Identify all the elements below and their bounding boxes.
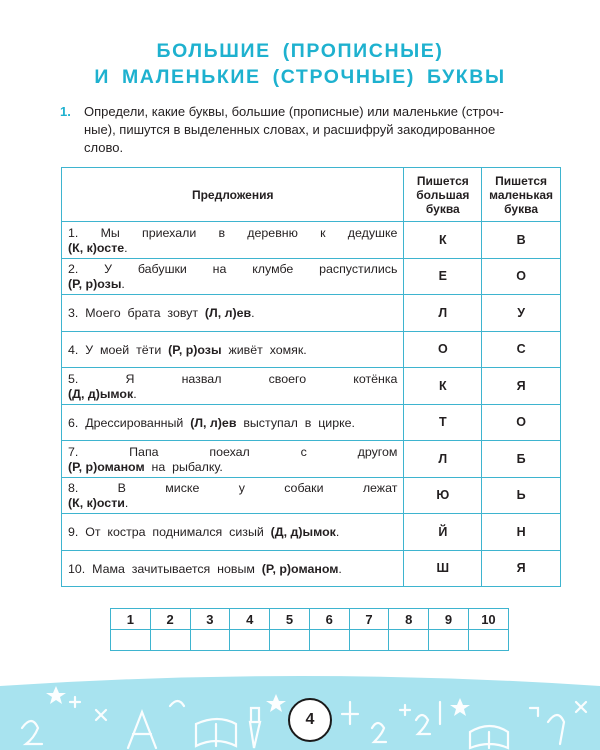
sentence-word: 7.	[68, 444, 79, 459]
sentence-cell	[62, 368, 404, 405]
sentence-word: 8.	[68, 481, 79, 496]
highlighted-word: ымок	[302, 525, 336, 540]
sentence-cell	[62, 404, 404, 441]
capital-letter-cell: Т	[404, 404, 482, 441]
sentence-line	[68, 226, 397, 241]
sentence-line	[68, 496, 397, 511]
exercise-table	[61, 167, 561, 587]
sentence-text: .	[335, 525, 340, 540]
highlighted-word: (Л, л)	[204, 306, 237, 321]
table-row	[62, 441, 561, 478]
task-instruction	[60, 103, 562, 157]
table-row	[62, 404, 561, 441]
highlighted-word: (Р, р)	[168, 342, 198, 357]
sentence-cell	[62, 258, 404, 295]
highlighted-word: ев	[221, 415, 237, 430]
sentence-word: У	[104, 262, 113, 277]
answer-blank-cell[interactable]	[468, 630, 508, 651]
highlighted-word: (К, к)	[68, 240, 97, 255]
sentence-line	[68, 445, 397, 460]
answer-blank-cell[interactable]	[349, 630, 389, 651]
highlighted-word: (Д, д)	[270, 525, 303, 540]
answer-number: 5	[270, 609, 310, 630]
highlighted-word: оманом	[291, 561, 339, 576]
page-title	[0, 38, 600, 90]
answer-number: 3	[190, 609, 230, 630]
table-row	[62, 550, 561, 587]
answer-blank-cell[interactable]	[111, 630, 151, 651]
task-number: 1.	[60, 104, 71, 119]
title-line-2: И МАЛЕНЬКИЕ (СТРОЧНЫЕ) БУКВЫ	[94, 66, 506, 88]
capital-letter-cell: Ш	[404, 550, 482, 587]
sentence-word: у	[238, 481, 245, 496]
sentence-word: на	[212, 262, 227, 277]
sentence-word: в	[218, 225, 226, 240]
sentence-cell	[62, 550, 404, 587]
capital-letter-cell: Л	[404, 295, 482, 332]
small-letter-cell: Я	[482, 550, 561, 587]
sentence-word: Мы	[100, 225, 120, 240]
header-small	[482, 168, 561, 222]
answer-number: 10	[468, 609, 508, 630]
sentence-text: 10. Мама зачитывается новым	[68, 561, 262, 576]
sentence-word: клумбе	[252, 262, 294, 277]
answer-number: 9	[429, 609, 469, 630]
sentence-line	[68, 460, 397, 475]
table-row	[62, 477, 561, 514]
highlighted-word: ымок	[99, 386, 134, 401]
sentence-cell	[62, 222, 404, 259]
sentence-word: собаки	[284, 481, 324, 496]
sentence-text: выступал в цирке.	[236, 415, 356, 430]
sentence-text: .	[251, 306, 255, 321]
small-letter-cell: С	[482, 331, 561, 368]
answer-blank-cell[interactable]	[429, 630, 469, 651]
sentence-line	[68, 277, 397, 292]
capital-letter-cell: К	[404, 368, 482, 405]
highlighted-word: (Д, д)	[68, 386, 100, 401]
sentence-line	[68, 241, 397, 256]
sentence-word: котёнка	[353, 371, 398, 386]
answer-grid	[110, 608, 509, 651]
small-letter-cell: В	[482, 222, 561, 259]
answer-number: 7	[349, 609, 389, 630]
highlighted-word: озы	[197, 342, 222, 357]
sentence-word: Я	[125, 371, 135, 386]
sentence-word: 1.	[68, 225, 79, 240]
answer-grid-cells	[111, 630, 509, 651]
sentence-cell	[62, 441, 404, 478]
sentence-word: своего	[268, 371, 307, 386]
small-letter-cell: Н	[482, 514, 561, 551]
small-letter-cell: Б	[482, 441, 561, 478]
answer-blank-cell[interactable]	[309, 630, 349, 651]
answer-number: 8	[389, 609, 429, 630]
page-number: 4	[288, 698, 332, 742]
answer-blank-cell[interactable]	[150, 630, 190, 651]
answer-number: 4	[230, 609, 270, 630]
small-letter-cell: О	[482, 404, 561, 441]
sentence-text: .	[133, 386, 137, 401]
sentence-cell	[62, 331, 404, 368]
highlighted-word: (Л, л)	[190, 415, 222, 430]
answer-blank-cell[interactable]	[389, 630, 429, 651]
sentence-text: 4. У моей тёти	[68, 342, 169, 357]
header-capital-line: буква	[425, 201, 460, 216]
sentence-word: 2.	[68, 262, 79, 277]
small-letter-cell: Я	[482, 368, 561, 405]
header-small-line: маленькая	[489, 187, 553, 202]
highlighted-word: (К, к)	[68, 496, 97, 511]
sentence-text: на рыбалку.	[144, 459, 223, 474]
highlighted-word: (Р, р)	[68, 459, 98, 474]
sentence-cell	[62, 514, 404, 551]
capital-letter-cell: Ю	[404, 477, 482, 514]
sentence-text: 6. Дрессированный	[68, 415, 191, 430]
sentence-cell	[62, 295, 404, 332]
answer-number: 1	[111, 609, 151, 630]
highlighted-word: (Р, р)	[68, 277, 98, 292]
sentence-word: Папа	[129, 444, 159, 459]
sentence-word: с	[300, 444, 307, 459]
answer-blank-cell[interactable]	[270, 630, 310, 651]
sentence-text: 9. От костра поднимался сизый	[68, 525, 271, 540]
sentence-line	[68, 372, 397, 387]
sentence-word: другом	[357, 444, 398, 459]
table-row	[62, 514, 561, 551]
sentence-word: лежат	[362, 481, 398, 496]
capital-letter-cell: К	[404, 222, 482, 259]
small-letter-cell: О	[482, 258, 561, 295]
sentence-line	[68, 387, 397, 402]
sentence-word: поехал	[209, 444, 250, 459]
table-row	[62, 222, 561, 259]
sentence-text: .	[124, 496, 129, 511]
highlighted-word: осте	[96, 240, 125, 255]
header-capital-line: Пишется	[416, 173, 469, 188]
sentence-word: к	[320, 225, 326, 240]
answer-blank-cell[interactable]	[190, 630, 230, 651]
sentence-word: бабушки	[137, 262, 187, 277]
sentence-text: живёт хомяк.	[221, 342, 307, 357]
sentence-word: приехали	[142, 225, 197, 240]
sentence-word: дедушке	[347, 225, 398, 240]
answer-blank-cell[interactable]	[230, 630, 270, 651]
header-small-line: Пишется	[495, 173, 548, 188]
highlighted-word: (Р, р)	[261, 561, 292, 576]
sentence-text: .	[338, 561, 342, 576]
small-letter-cell: Ь	[482, 477, 561, 514]
highlighted-word: ев	[236, 306, 252, 321]
sentence-word: миске	[165, 481, 200, 496]
highlighted-word: ости	[96, 496, 125, 511]
sentence-text: 3. Моего брата зовут	[68, 306, 205, 321]
sentence-line	[68, 481, 397, 496]
task-text-line-3: слово.	[84, 140, 124, 155]
header-small-line: буква	[504, 201, 538, 216]
sentence-line	[68, 262, 397, 277]
sentence-word: В	[117, 481, 126, 496]
title-line-1: БОЛЬШИЕ (ПРОПИСНЫЕ)	[156, 40, 444, 62]
highlighted-word: озы	[97, 277, 122, 292]
header-sentences: Предложения	[62, 168, 404, 222]
task-text-line-2: ные), пишутся в выделенных словах, и расшифруй закодированное	[84, 122, 496, 137]
sentence-cell	[62, 477, 404, 514]
capital-letter-cell: Е	[404, 258, 482, 295]
table-row	[62, 331, 561, 368]
table-row	[62, 258, 561, 295]
capital-letter-cell: Л	[404, 441, 482, 478]
answer-grid-numbers	[111, 609, 509, 630]
answer-number: 6	[309, 609, 349, 630]
table-row	[62, 368, 561, 405]
capital-letter-cell: О	[404, 331, 482, 368]
small-letter-cell: У	[482, 295, 561, 332]
sentence-text: .	[124, 240, 128, 255]
sentence-word: назвал	[181, 371, 222, 386]
header-capital	[404, 168, 482, 222]
answer-number: 2	[150, 609, 190, 630]
sentence-text: .	[121, 277, 125, 292]
capital-letter-cell: Й	[404, 514, 482, 551]
sentence-word: 5.	[68, 371, 79, 386]
table-row	[62, 295, 561, 332]
highlighted-word: оманом	[97, 459, 145, 474]
task-text-line-1: Определи, какие буквы, большие (прописные) или маленькие (строч-	[84, 104, 504, 119]
sentence-word: распустились	[319, 262, 398, 277]
sentence-word: деревню	[247, 225, 298, 240]
header-capital-line: большая	[416, 187, 470, 202]
